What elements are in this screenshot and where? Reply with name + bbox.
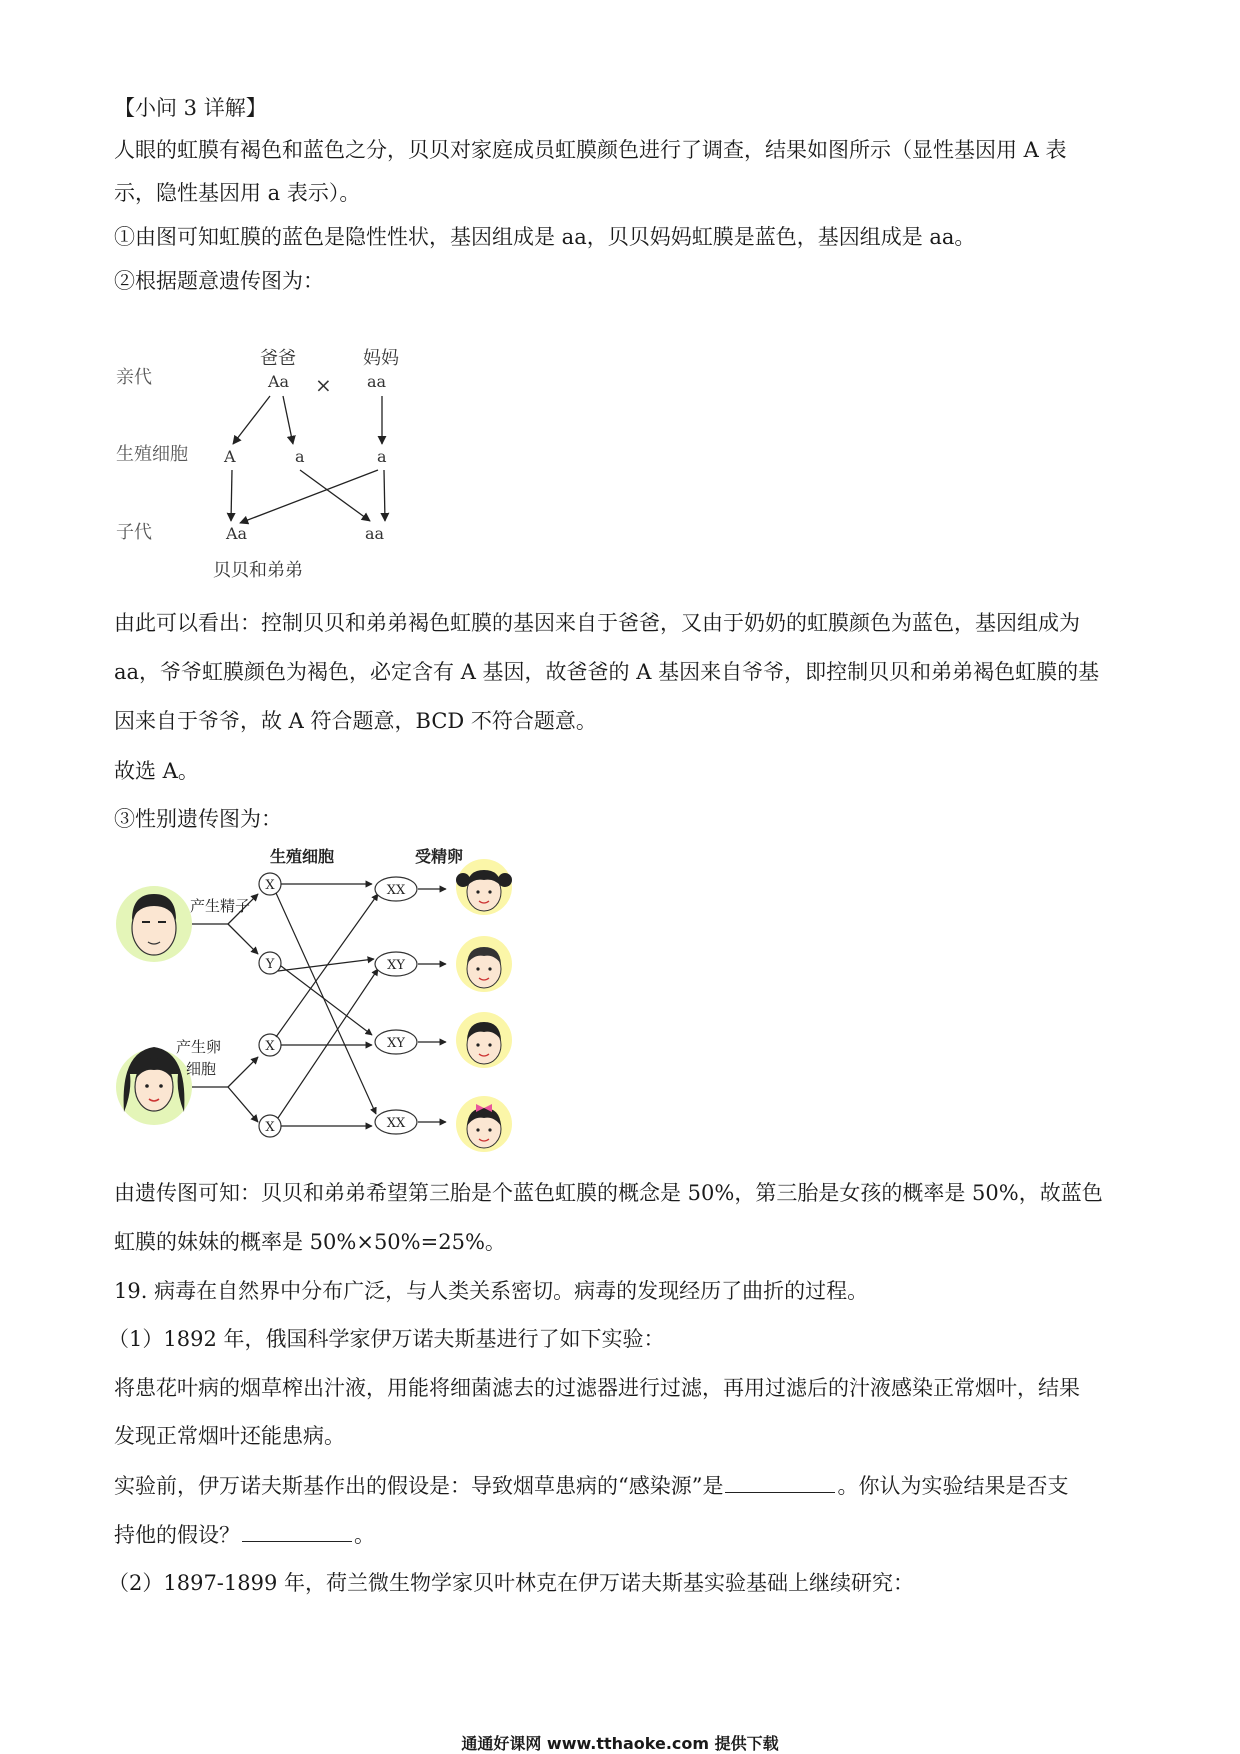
zygote-4: XX [386, 1116, 406, 1131]
arrow-dad-to-A [233, 396, 270, 444]
hypothesis-text-2: 。你认为实验结果是否支 [837, 1474, 1069, 1498]
cross-symbol: × [315, 373, 332, 397]
section-title: 【小问 3 详解】 [114, 96, 267, 120]
question-19: 19. 病毒在自然界中分布广泛，与人类关系密切。病毒的发现经历了曲折的过程。 [114, 1279, 869, 1303]
point-1: ①由图可知虹膜的蓝色是隐性性状，基因组成是 aa，贝贝妈妈虹膜是蓝色，基因组成是 aa。 [114, 225, 976, 249]
support-line [114, 1521, 375, 1548]
father-avatar [116, 886, 192, 962]
zygote-1: XX [386, 883, 406, 898]
father-label: 产生精子 [190, 897, 251, 915]
zygote-3: XY [387, 1036, 405, 1051]
intro-line-1: 人眼的虹膜有褐色和蓝色之分，贝贝对家庭成员虹膜颜色进行了调查，结果如图所示（显性基因用 A 表 [114, 138, 1067, 162]
answer-blank-1[interactable] [725, 1472, 835, 1493]
experiment-line-1: 将患花叶病的烟草榨出汁液，用能将细菌滤去的过滤器进行过滤，再用过滤后的汁液感染正常烟叶，结果 [114, 1376, 1080, 1400]
child-genotype-aa: aa [365, 524, 385, 543]
conclusion-line-2: 虹膜的妹妹的概率是 50%×50%=25%。 [114, 1230, 506, 1254]
egg-1: X [265, 1039, 275, 1054]
mother-label-2: 细胞 [186, 1060, 217, 1078]
analysis-line-3: 因来自于爷爷，故 A 符合题意，BCD 不符合题意。 [114, 709, 597, 733]
dad-genotype: Aa [268, 372, 290, 391]
arrow-a-to-Aa [240, 470, 378, 523]
gamete-a-dad: a [295, 447, 305, 466]
answer-blank-2[interactable] [242, 1521, 352, 1542]
child-boy-1-icon [456, 936, 512, 992]
mom-genotype: aa [367, 372, 387, 391]
conclusion-line-1: 由遗传图可知：贝贝和弟弟希望第三胎是个蓝色虹膜的概念是 50%，第三胎是女孩的概率是 50%，故蓝色 [114, 1181, 1103, 1205]
header-zygote: 受精卵 [415, 847, 464, 866]
point-2: ②根据题意遗传图为： [114, 269, 324, 293]
mother-avatar [116, 1047, 192, 1125]
genetic-cross-diagram [100, 340, 440, 600]
arrow-dad-to-a [283, 396, 293, 444]
dad-label: 爸爸 [260, 348, 296, 369]
egg-2: X [265, 1120, 275, 1135]
sperm-1: X [265, 878, 275, 893]
child-boy-2-icon [456, 1012, 512, 1068]
arrow-A-to-Aa [231, 470, 232, 521]
analysis-line-2: aa，爷爷虹膜颜色为褐色，必定含有 A 基因，故爸爸的 A 基因来自爷爷，即控制贝贝和弟弟褐色虹膜的基 [114, 660, 1100, 684]
gamete-A: A [224, 447, 236, 466]
support-text-1: 持他的假设？ [114, 1523, 240, 1547]
child-girl-2-icon [456, 1096, 512, 1152]
intro-line-2: 示，隐性基因用 a 表示）。 [114, 181, 361, 205]
row-label-child: 子代 [116, 522, 152, 543]
question-19-part-2: （2）1897-1899 年，荷兰微生物学家贝叶林克在伊万诺夫斯基实验基础上继续研究： [108, 1571, 915, 1595]
sex-inheritance-diagram [110, 842, 580, 1172]
answer: 故选 A。 [114, 759, 199, 783]
arrow-a-to-aa-mom [384, 470, 385, 521]
child-genotype-Aa: Aa [226, 524, 248, 543]
mom-label: 妈妈 [363, 348, 399, 369]
sperm-2: Y [265, 957, 275, 972]
row-label-gamete: 生殖细胞 [116, 444, 188, 465]
row-label-parent: 亲代 [116, 367, 152, 388]
gamete-a-mom: a [377, 447, 387, 466]
point-3: ③性别遗传图为： [114, 807, 282, 831]
zygote-2: XY [387, 958, 405, 973]
analysis-line-1: 由此可以看出：控制贝贝和弟弟褐色虹膜的基因来自于爸爸，又由于奶奶的虹膜颜色为蓝色，基因组成为 [114, 611, 1080, 635]
child-caption: 贝贝和弟弟 [213, 560, 303, 581]
experiment-line-2: 发现正常烟叶还能患病。 [114, 1424, 345, 1448]
hypothesis-text-1: 实验前，伊万诺夫斯基作出的假设是：导致烟草患病的“感染源”是 [114, 1474, 724, 1498]
support-text-2: 。 [354, 1523, 375, 1547]
question-19-part-1: （1）1892 年，俄国科学家伊万诺夫斯基进行了如下实验： [108, 1327, 665, 1351]
page-footer: 通通好课网 www.tthaoke.com 提供下载 [461, 1734, 779, 1753]
mother-label-1: 产生卵 [176, 1038, 222, 1056]
hypothesis-line [114, 1472, 1068, 1499]
child-girl-1-icon [456, 859, 512, 915]
header-gamete: 生殖细胞 [270, 847, 335, 866]
